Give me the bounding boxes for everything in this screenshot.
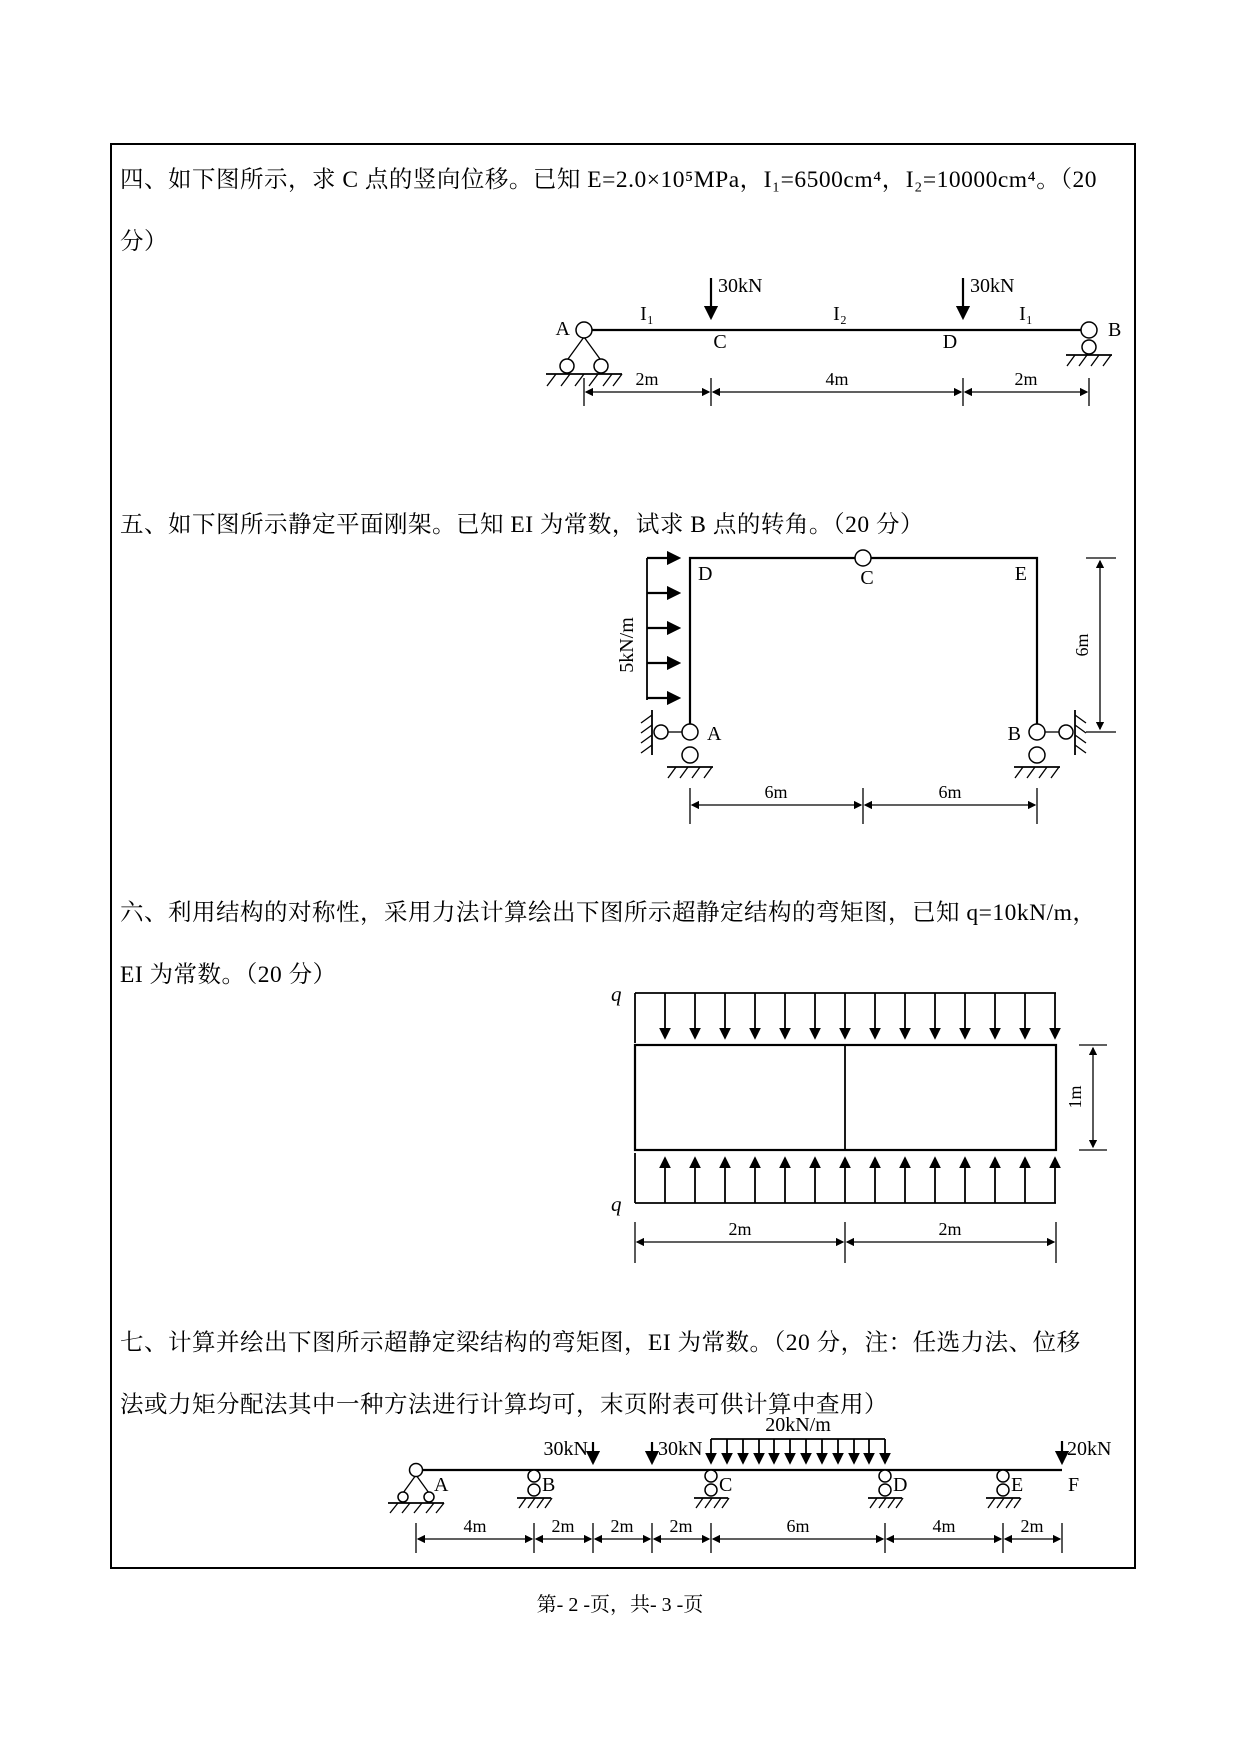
node-c-label: C: [713, 331, 727, 353]
dim-height-label: 6m: [1072, 633, 1092, 657]
node-b-label: B: [542, 1474, 556, 1496]
page-footer: 第- 2 -页，共- 3 -页: [536, 1594, 704, 1616]
node-a-label: A: [434, 1474, 449, 1496]
dim-label: 2m: [635, 369, 659, 389]
segment-i1b-label: I₁: [1019, 303, 1033, 325]
dim-label: 6m: [764, 782, 788, 802]
problem-5-diagram: [555, 540, 1130, 840]
dim-label: 2m: [610, 1516, 634, 1536]
node-d-label: D: [942, 331, 958, 353]
segment-i2-label: I₂: [833, 303, 847, 325]
q-bottom-label: q: [611, 1192, 622, 1216]
bottom-dimensions: [690, 788, 1037, 824]
load-d-label: 30kN: [970, 275, 1015, 297]
dim-label: 2m: [669, 1516, 693, 1536]
problem-6-diagram: [575, 975, 1120, 1275]
roller-support-b: [1066, 322, 1112, 366]
load-3-label: 20kN/m: [765, 1414, 831, 1436]
problem-6-text-line2: EI 为常数。（20 分）: [120, 962, 337, 988]
problem-7-text-line1: 七、计算并绘出下图所示超静定梁结构的弯矩图，EI 为常数。（20 分，注：任选力法、位移: [120, 1330, 1081, 1356]
load-label: 5kN/m: [616, 617, 638, 673]
support-b: [1014, 710, 1086, 778]
support-a: [641, 710, 713, 778]
node-b-label: B: [1007, 723, 1021, 745]
node-d-label: D: [698, 563, 713, 585]
top-distributed-load: [635, 993, 1056, 1043]
bottom-dimensions: [635, 1222, 1056, 1263]
problem-5-text-line1: 五、如下图所示静定平面刚架。已知 EI 为常数，试求 B 点的转角。（20 分）: [120, 512, 924, 538]
dim-label: 4m: [825, 369, 849, 389]
dim-label: 2m: [938, 1219, 962, 1239]
problem-6-text-line1: 六、利用结构的对称性，采用力法计算绘出下图所示超静定结构的弯矩图，已知 q=10kN/m，: [120, 900, 1097, 926]
dim-label: 2m: [728, 1219, 752, 1239]
node-a-label: A: [555, 318, 570, 340]
problem-7-text-line2: 法或力矩分配法其中一种方法进行计算均可，末页附表可供计算中查用）: [120, 1392, 888, 1418]
node-a-label: A: [707, 723, 722, 745]
dim-label: 2m: [1014, 369, 1038, 389]
dim-label: 6m: [938, 782, 962, 802]
dim-label: 4m: [463, 1516, 487, 1536]
dimension-lines: [416, 1523, 1062, 1553]
distributed-load: [647, 558, 679, 700]
hinge-c: [855, 550, 871, 566]
bottom-distributed-load: [635, 1153, 1056, 1203]
dim-label: 2m: [551, 1516, 575, 1536]
distributed-load: [711, 1439, 885, 1463]
q-top-label: q: [611, 982, 622, 1006]
problem-4-text-line1: 四、如下图所示，求 C 点的竖向位移。已知 E=2.0×10⁵MPa，I₁=6500cm⁴，I₂=10000cm⁴。（20: [120, 167, 1097, 193]
node-c-label: C: [719, 1474, 733, 1496]
problem-7-diagram: [350, 1415, 1120, 1565]
load-1-label: 30kN: [543, 1438, 588, 1460]
dim-label: 6m: [786, 1516, 810, 1536]
load-2-label: 30kN: [658, 1438, 703, 1460]
problem-4-diagram: [480, 230, 1140, 415]
node-e-label: E: [1014, 563, 1027, 585]
problem-4-text-line2: 分）: [120, 229, 168, 255]
segment-i1-label: I₁: [640, 303, 654, 325]
dim-height-label: 1m: [1065, 1085, 1085, 1109]
node-c-label: C: [860, 567, 874, 589]
load-c-label: 30kN: [718, 275, 763, 297]
dim-label: 4m: [932, 1516, 956, 1536]
dim-label: 2m: [1020, 1516, 1044, 1536]
load-4-label: 20kN: [1067, 1438, 1112, 1460]
node-e-label: E: [1011, 1474, 1024, 1496]
node-d-label: D: [893, 1474, 908, 1496]
node-b-label: B: [1108, 319, 1122, 341]
node-f-label: F: [1068, 1474, 1080, 1496]
